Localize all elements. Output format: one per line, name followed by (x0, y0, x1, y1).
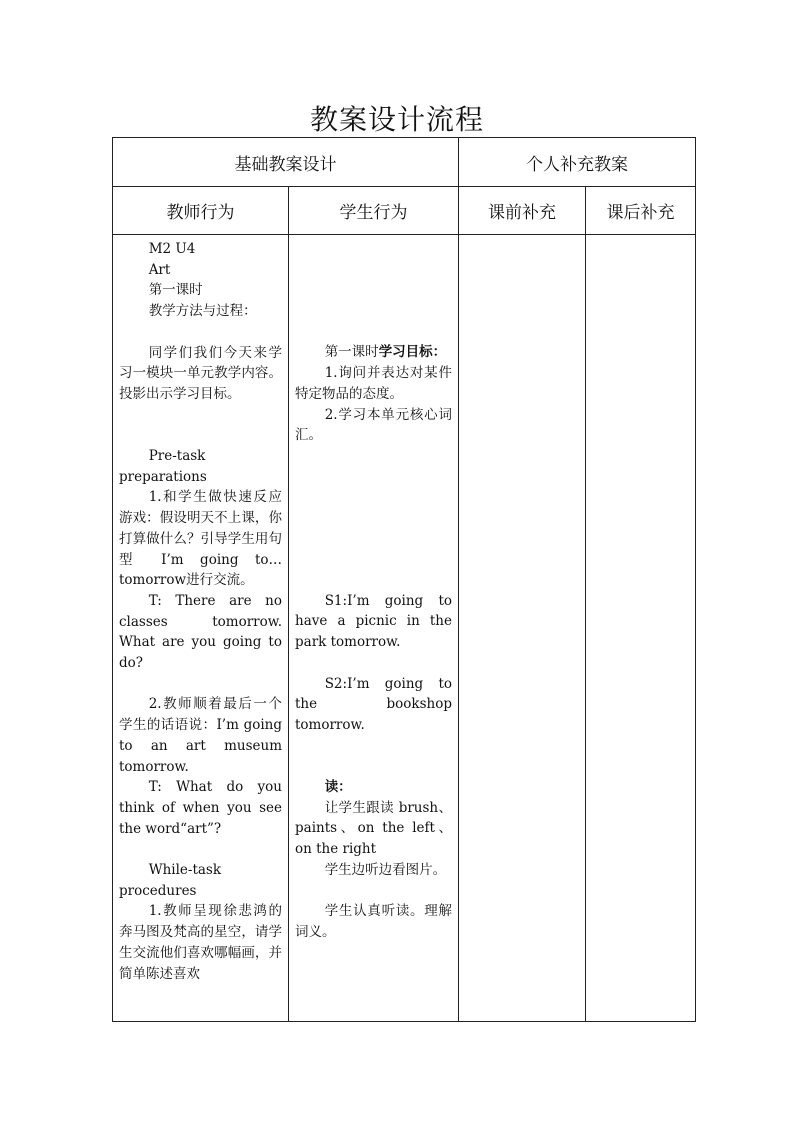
goal-2: 2.学习本单元核心词汇。 (295, 406, 452, 444)
goal-bold: 学习目标： (378, 344, 447, 361)
intro-paragraph: 同学们我们今天来学习一模块一单元教学内容。投影出示学习目标。 (119, 344, 282, 402)
while-task-heading: While-task procedures (119, 862, 222, 899)
lesson-label: 第一课时 (148, 282, 203, 299)
before-class-header: 课前补充 (459, 187, 586, 235)
pre-task-heading: Pre-task preparations (119, 447, 207, 485)
listen-read: 学生认真听读。理解词义。 (295, 903, 452, 940)
look-pictures: 学生边听边看图片。 (324, 861, 447, 878)
lesson-plan-table (112, 137, 696, 1022)
painting-paragraph: 1.教师呈现徐悲鸿的奔马图及梵高的星空，请学生交流他们喜欢哪幅画，并简单陈述喜欢 (119, 903, 282, 982)
before-class-cell (459, 235, 586, 1022)
teacher-question-2: T: What do you think of when you see the word“art”? (119, 779, 282, 837)
basic-plan-header: 基础教案设计 (113, 138, 459, 187)
header-row-1 (113, 138, 696, 187)
read-heading: 读： (324, 779, 352, 796)
student-answer-2: S2:I’m going to the bookshop tomorrow. (295, 675, 452, 733)
after-class-header: 课后补充 (586, 187, 696, 235)
museum-paragraph: 2.教师顺着最后一个学生的话语说：I’m going to an art museum tomorrow. (119, 696, 282, 775)
student-header: 学生行为 (289, 187, 459, 235)
teacher-cell (113, 235, 289, 1022)
student-answer-1: S1:I’m going to have a picnic in the park tomorrow. (295, 592, 452, 651)
goal-heading (295, 342, 452, 363)
unit-label: M2 U4 (148, 241, 196, 257)
game-paragraph: 1.和学生做快速反应游戏：假设明天不上课，你打算做什么？引导学生用句型 I’m going to…tomorrow进行交流。 (119, 489, 282, 589)
student-cell (289, 235, 459, 1022)
page-title: 教案设计流程 (309, 103, 484, 136)
content-row (113, 235, 696, 1022)
goal-1: 1.询问并表达对某件特定物品的态度。 (295, 365, 452, 402)
goal-prefix: 第一课时 (324, 344, 379, 361)
unit-title: Art (148, 261, 171, 278)
teacher-header: 教师行为 (113, 187, 289, 235)
after-class-cell (586, 235, 696, 1022)
personal-plan-header: 个人补充教案 (459, 138, 696, 187)
teacher-question-1: T: There are no classes tomorrow. What are you going to do? (119, 592, 282, 672)
method-label: 教学方法与过程： (148, 303, 257, 320)
header-row-2 (113, 187, 696, 235)
follow-read: 让学生跟读 brush、paints、on the left、 on the right (295, 799, 452, 858)
